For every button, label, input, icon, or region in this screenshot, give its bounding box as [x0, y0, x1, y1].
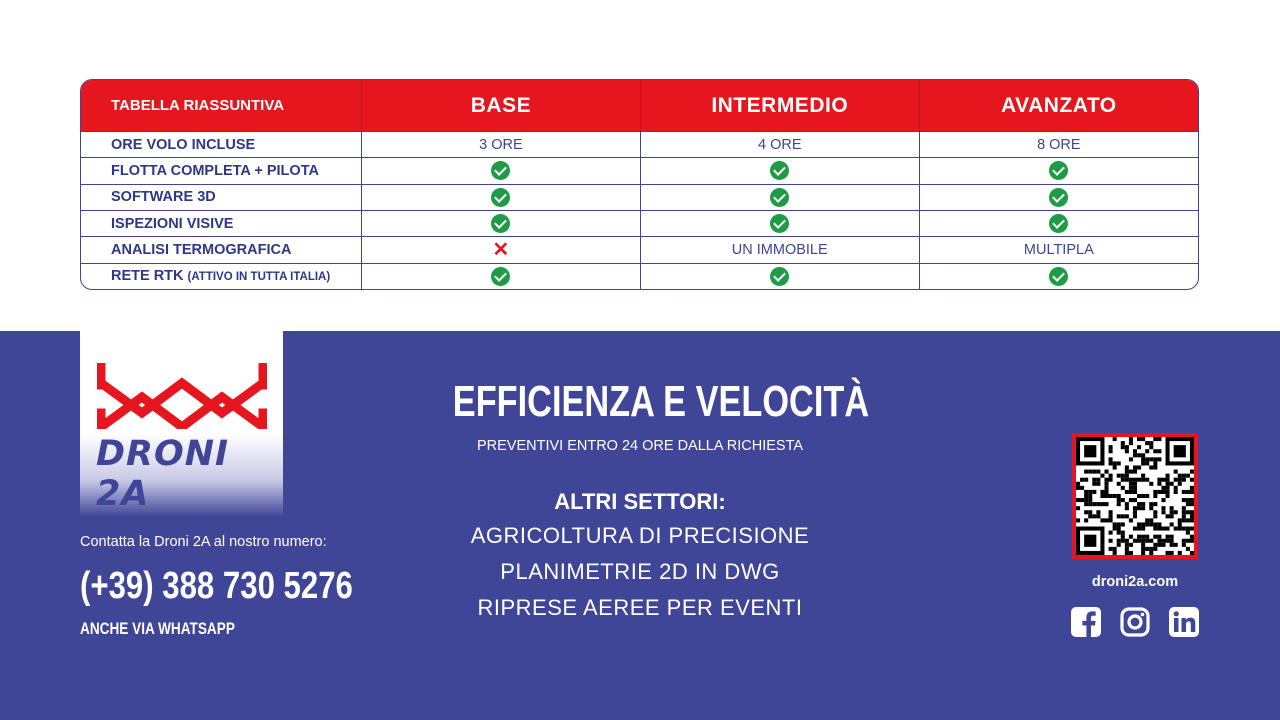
- table-row: [81, 184, 1198, 210]
- top-section: [0, 0, 1280, 331]
- logo-text: DRONI 2A: [96, 434, 230, 514]
- table-title: TABELLA RIASSUNTIVA: [81, 80, 362, 132]
- facebook-icon[interactable]: [1071, 607, 1101, 637]
- row-label: [81, 210, 362, 236]
- cell-included: [362, 263, 641, 289]
- cell-value: 3 ORE: [362, 132, 641, 158]
- table-row: [81, 237, 1198, 263]
- check-icon: [1049, 161, 1068, 180]
- row-label: [81, 263, 362, 289]
- cell-included: [919, 158, 1198, 184]
- check-icon: [770, 214, 789, 233]
- check-icon: [1049, 267, 1068, 286]
- check-icon: [491, 267, 510, 286]
- footer-banner: [0, 331, 1280, 720]
- check-icon: [491, 214, 510, 233]
- table-row: [81, 210, 1198, 236]
- website-link[interactable]: droni2a.com: [1091, 574, 1179, 590]
- cell-included: [640, 210, 919, 236]
- row-label-text: ANALISI TERMOGRAFICA: [111, 241, 292, 258]
- cell-included: [640, 184, 919, 210]
- row-label-text: RETE RTK: [111, 268, 184, 285]
- table-body: [81, 132, 1198, 290]
- row-label: [81, 237, 362, 263]
- whatsapp-note: ANCHE VIA WHATSAPP: [80, 619, 235, 638]
- row-label-note: (ATTIVO IN TUTTA ITALIA): [187, 271, 331, 284]
- cell-included: [640, 263, 919, 289]
- instagram-icon[interactable]: [1120, 607, 1150, 637]
- cell-not-included: [362, 237, 641, 263]
- plan-base: BASE: [362, 80, 641, 132]
- cell-included: [362, 184, 641, 210]
- table-header-row: [81, 80, 1198, 132]
- table-row: [81, 132, 1198, 158]
- row-label: [81, 132, 362, 158]
- cell-included: [640, 158, 919, 184]
- cross-icon: ✕: [492, 238, 510, 261]
- cell-value: MULTIPLA: [919, 237, 1198, 263]
- row-label-text: SOFTWARE 3D: [111, 189, 216, 206]
- logo-x-mark: [97, 363, 267, 429]
- check-icon: [770, 267, 789, 286]
- cell-included: [362, 158, 641, 184]
- plan-intermedio: INTERMEDIO: [640, 80, 919, 132]
- row-label-text: FLOTTA COMPLETA + PILOTA: [111, 162, 319, 179]
- sectors-title: ALTRI SETTORI:: [554, 489, 726, 514]
- row-label-text: ORE VOLO INCLUSE: [111, 136, 256, 153]
- cell-included: [919, 263, 1198, 289]
- check-icon: [770, 161, 789, 180]
- row-label: [81, 184, 362, 210]
- check-icon: [1049, 214, 1068, 233]
- cell-included: [919, 184, 1198, 210]
- logo: [80, 331, 283, 517]
- row-label-text: ISPEZIONI VISIVE: [111, 215, 234, 232]
- row-label: [81, 158, 362, 184]
- qr-code-pattern: [1076, 437, 1194, 555]
- cell-included: [919, 210, 1198, 236]
- check-icon: [770, 188, 789, 207]
- check-icon: [491, 161, 510, 180]
- qr-code[interactable]: [1072, 433, 1198, 559]
- linkedin-icon[interactable]: [1169, 607, 1199, 637]
- sector-item: AGRICOLTURA DI PRECISIONE: [470, 523, 810, 548]
- phone-number[interactable]: (+39) 388 730 5276: [80, 565, 353, 607]
- summary-table: [80, 79, 1199, 290]
- cell-included: [362, 210, 641, 236]
- table-row: [81, 263, 1198, 289]
- sector-item: RIPRESE AEREE PER EVENTI: [477, 595, 803, 620]
- cell-value: 8 ORE: [919, 132, 1198, 158]
- check-icon: [491, 188, 510, 207]
- cell-value: 4 ORE: [640, 132, 919, 158]
- cell-value: UN IMMOBILE: [640, 237, 919, 263]
- sector-item: PLANIMETRIE 2D IN DWG: [500, 559, 780, 584]
- table-row: [81, 158, 1198, 184]
- contact-label: Contatta la Droni 2A al nostro numero:: [80, 534, 327, 550]
- headline: EFFICIENZA E VELOCITÀ: [452, 377, 870, 426]
- check-icon: [1049, 188, 1068, 207]
- plan-avanzato: AVANZATO: [919, 80, 1198, 132]
- subline: PREVENTIVI ENTRO 24 ORE DALLA RICHIESTA: [476, 438, 804, 454]
